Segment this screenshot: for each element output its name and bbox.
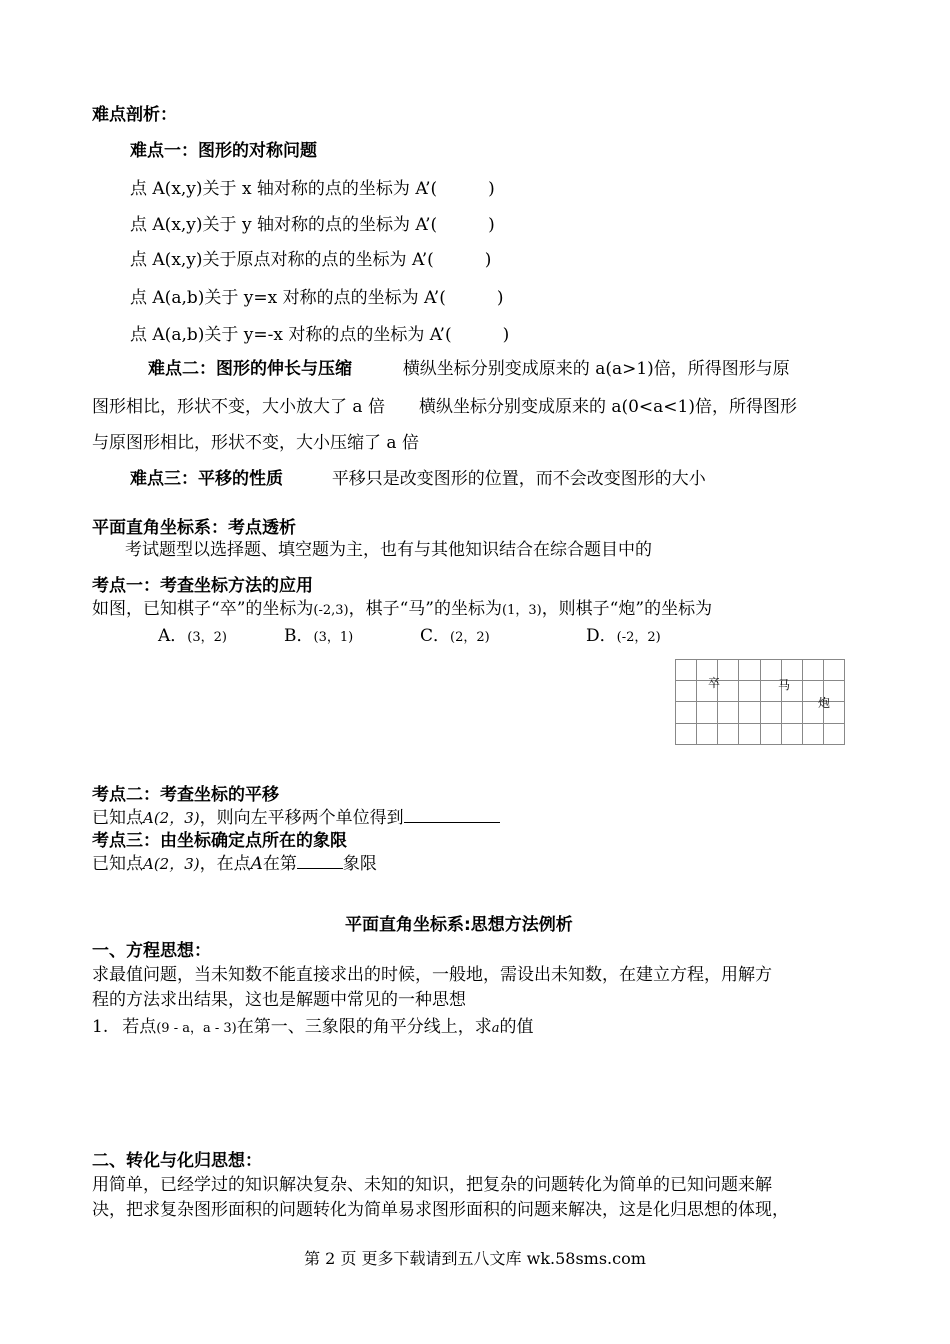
option-d-value: (-2，2) xyxy=(616,630,661,645)
method-1-line-2: 程的方法求出结果，这也是解题中常见的一种思想 xyxy=(92,990,466,1010)
method-1-question xyxy=(92,1012,534,1037)
exam-point-1-title: 考点一：考查坐标方法的应用 xyxy=(92,576,313,596)
question-1-post: 的值 xyxy=(499,1017,534,1037)
symmetry-line-2: 点 A(x,y)关于 y 轴对称的点的坐标为 A’( ) xyxy=(130,215,495,235)
piece-pao: 炮 xyxy=(818,696,831,710)
piece-ma: 马 xyxy=(778,678,791,692)
option-a xyxy=(158,621,227,646)
question-text-c: ，则棋子“炮”的坐标为 xyxy=(541,599,713,619)
question-3-post: 象限 xyxy=(342,854,377,874)
symmetry-line-1: 点 A(x,y)关于 x 轴对称的点的坐标为 A’( ) xyxy=(130,179,495,199)
section-title-exam-points: 平面直角坐标系：考点透析 xyxy=(92,518,296,538)
method-2-title: 二、转化与化归思想： xyxy=(92,1151,262,1171)
symmetry-line-5: 点 A(a,b)关于 y=-x 对称的点的坐标为 A’( ) xyxy=(130,325,510,345)
question-3-pre: 已知点 xyxy=(92,854,143,874)
option-b-value: (3，1) xyxy=(313,630,354,645)
question-3-mid2: 在第 xyxy=(262,854,297,874)
difficulty-3-text: 平移只是改变图形的位置，而不会改变图形的大小 xyxy=(331,469,706,489)
method-1-line-1: 求最值问题，当未知数不能直接求出的时候，一般地，需设出未知数，在建立方程，用解方 xyxy=(92,965,772,985)
piece-zu: 卒 xyxy=(708,676,721,690)
question-3-mid: ，在点 xyxy=(199,854,251,874)
option-c-label: C． xyxy=(420,626,451,646)
difficulty-3-title: 难点三：平移的性质 xyxy=(130,469,283,489)
method-2-line-1: 用简单，已经学过的知识解决复杂、未知的知识，把复杂的问题转化为简单的已知问题来解 xyxy=(92,1175,772,1195)
question-1-mid: 在第一、三象限的角平分线上，求 xyxy=(236,1017,492,1037)
option-b xyxy=(284,621,353,646)
difficulty-1-title: 难点一：图形的对称问题 xyxy=(130,141,317,161)
method-2-line-2: 决，把求复杂图形面积的问题转化为简单易求图形面积的问题来解决，这是化归思想的体现， xyxy=(92,1200,789,1220)
difficulty-2-paragraph xyxy=(148,354,790,379)
coord-ma: (1，3) xyxy=(502,603,542,618)
exam-point-2-title: 考点二：考查坐标的平移 xyxy=(92,785,279,805)
answer-blank-translation[interactable] xyxy=(404,806,500,823)
difficulty-2-line-1: 横纵坐标分别变成原来的 a(a>1)倍，所得图形与原 xyxy=(402,359,790,379)
exam-point-3-question xyxy=(92,849,377,874)
symmetry-line-4: 点 A(a,b)关于 y=x 对称的点的坐标为 A’( ) xyxy=(130,288,504,308)
question-2-pre: 已知点 xyxy=(92,808,143,828)
question-2-post: ，则向左平移两个单位得到 xyxy=(199,808,404,828)
symmetry-line-3: 点 A(x,y)关于原点对称的点的坐标为 A’( ) xyxy=(130,250,492,270)
question-1-point: (9 - a，a - 3) xyxy=(156,1021,237,1036)
option-d-label: D． xyxy=(586,626,617,646)
method-1-title: 一、方程思想： xyxy=(92,941,211,961)
point-a-2: A(2，3) xyxy=(143,855,200,873)
difficulty-2-line-3: 与原图形相比，形状不变，大小压缩了 a 倍 xyxy=(92,433,419,453)
question-1-var: a xyxy=(491,1021,500,1036)
difficulty-2-line-2: 图形相比，形状不变，大小放大了 a 倍 横纵坐标分别变成原来的 a(0<a<1)倍，所得图形 xyxy=(92,397,798,417)
option-d xyxy=(586,621,661,646)
question-text-a: 如图，已知棋子“卒”的坐标为 xyxy=(92,599,314,619)
exam-point-1-question xyxy=(92,594,712,619)
point-a: A(2，3) xyxy=(143,809,200,827)
section-title-methods: 平面直角坐标系:思想方法例析 xyxy=(345,915,573,935)
exam-intro: 考试题型以选择题、填空题为主，也有与其他知识结合在综合题目中的 xyxy=(125,540,652,560)
question-text-b: ，棋子“马”的坐标为 xyxy=(348,599,502,619)
question-1-pre: 若点 xyxy=(122,1017,157,1037)
exam-point-3-title: 考点三：由坐标确定点所在的象限 xyxy=(92,831,347,851)
page-footer: 第 2 页 更多下载请到五八文库 wk.58sms.com xyxy=(304,1249,646,1268)
var-a: A xyxy=(250,854,263,874)
option-c-value: (2，2) xyxy=(450,630,490,645)
question-number: 1. xyxy=(92,1017,109,1037)
option-b-label: B． xyxy=(284,626,314,646)
chess-grid-figure xyxy=(675,659,845,745)
option-a-value: (3，2) xyxy=(187,630,227,645)
option-a-label: A． xyxy=(158,626,188,646)
difficulty-2-title: 难点二：图形的伸长与压缩 xyxy=(148,359,352,379)
answer-blank-quadrant[interactable] xyxy=(297,852,343,869)
option-c xyxy=(420,621,490,646)
section-title-difficulty: 难点剖析： xyxy=(92,105,177,125)
coord-zu: (-2,3) xyxy=(313,603,349,618)
difficulty-3-paragraph xyxy=(130,464,706,489)
exam-point-2-question xyxy=(92,803,500,828)
